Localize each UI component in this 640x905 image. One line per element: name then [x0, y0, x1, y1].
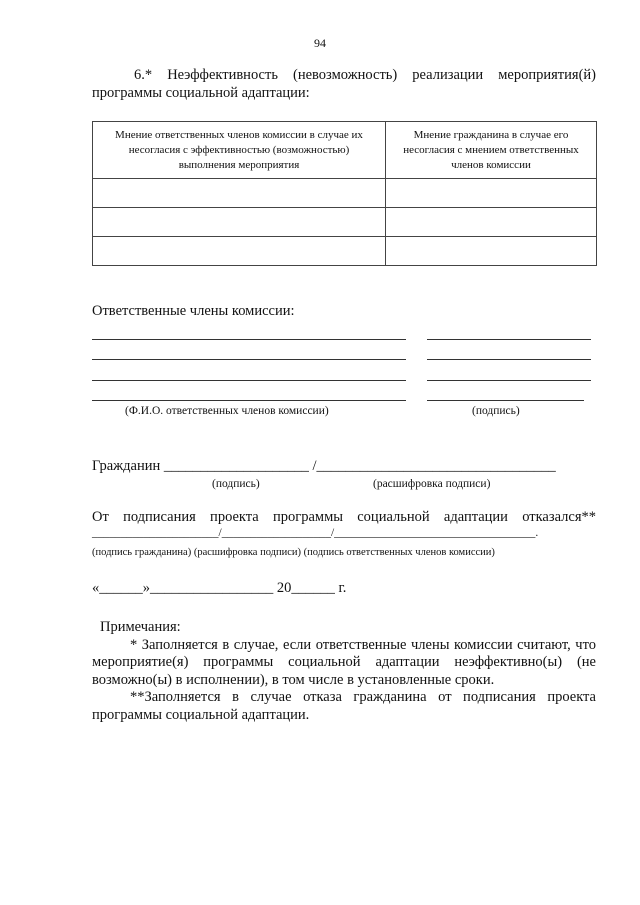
commission-title: Ответственные члены комиссии:	[92, 303, 295, 319]
table-cell	[93, 179, 386, 208]
fio-line	[92, 339, 406, 340]
page-number: 94	[314, 36, 326, 50]
note-2: **Заполняется в случае отказа гражданина от подписания проекта программы социальной адаптации.	[92, 689, 596, 723]
fio-line	[92, 380, 406, 381]
signature-line	[427, 400, 584, 401]
refusal-statement: От подписания проекта программы социальной адаптации отказался**	[92, 509, 596, 525]
refusal-captions: (подпись гражданина) (расшифровка подписи) (подпись ответственных членов комиссии)	[92, 547, 495, 558]
table-header-row	[93, 122, 597, 179]
table-row	[93, 237, 597, 266]
signature-line	[427, 339, 591, 340]
signature-line	[427, 380, 591, 381]
citizen-decoding-caption: (расшифровка подписи)	[373, 478, 491, 490]
notes-title: Примечания:	[100, 619, 181, 635]
fio-line	[92, 400, 406, 401]
opinions-table	[92, 121, 597, 266]
signature-line	[427, 359, 591, 360]
fio-line	[92, 359, 406, 360]
table-cell	[93, 208, 386, 237]
table-cell	[386, 179, 597, 208]
citizen-signature-caption: (подпись)	[212, 478, 260, 490]
table-header-citizen-opinion: Мнение гражданина в случае его несогласия с мнением ответственных членов комиссии	[386, 122, 597, 179]
notes-block	[92, 619, 596, 724]
table-cell	[386, 237, 597, 266]
fio-caption: (Ф.И.О. ответственных членов комиссии)	[125, 405, 329, 417]
table-header-commission-opinion: Мнение ответственных членов комиссии в случае их несогласия с эффективностью (возможностью) выполнения мероприятия	[93, 122, 386, 179]
table-cell	[93, 237, 386, 266]
table-cell	[386, 208, 597, 237]
table-row	[93, 179, 597, 208]
note-1: * Заполняется в случае, если ответственные члены комиссии считают, что мероприятие(я) программы социальной адаптации неэффективно(ы) (не возможно(ы) в исполнении), в том числе в установленные сроки.	[92, 636, 596, 688]
table-row	[93, 208, 597, 237]
date-line: «______»_________________ 20______ г.	[92, 580, 347, 596]
commission-signature-caption: (подпись)	[472, 405, 520, 417]
citizen-signature-line: Гражданин ____________________ /_________________________________	[92, 458, 556, 474]
refusal-blank-line: ______________________/___________________/___________________________________.	[92, 527, 539, 539]
section-heading: 6.* Неэффективность (невозможность) реализации мероприятия(й) программы социальной адаптации:	[92, 67, 596, 101]
